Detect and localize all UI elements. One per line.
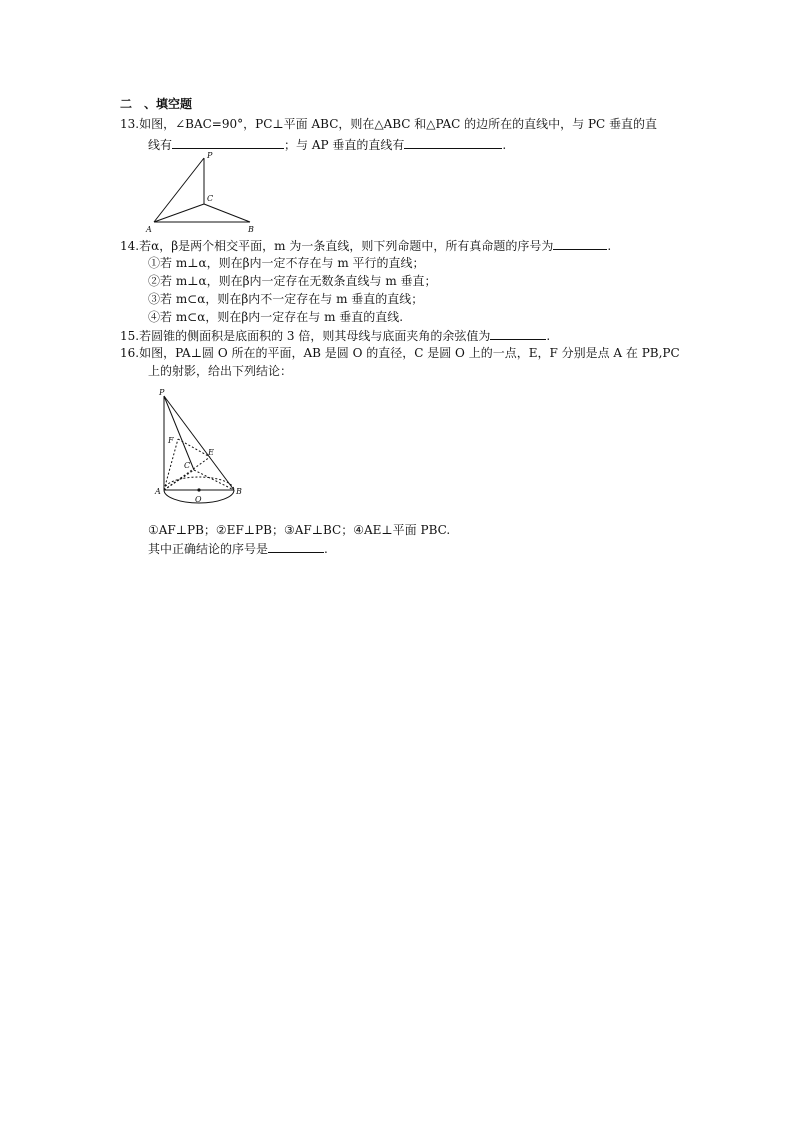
q14-option-1: ①若 m⊥α，则在β内一定不存在与 m 平行的直线； xyxy=(148,256,425,270)
q15-answer-blank[interactable] xyxy=(490,327,546,340)
q16-center-point xyxy=(197,488,200,491)
q13-edge-PA xyxy=(154,158,204,222)
q13-edge-CB xyxy=(204,204,250,222)
q15-line xyxy=(120,327,550,344)
q16-edge-PC xyxy=(164,396,194,470)
q14-stem-end: . xyxy=(607,239,612,253)
q13-figure xyxy=(140,148,270,236)
q16-ask-end: . xyxy=(324,542,328,556)
q16-edge-AF xyxy=(164,439,178,490)
q16-figure xyxy=(150,384,250,510)
q13-text-b: ；与 AP 垂直的直线有 xyxy=(284,138,405,152)
q16-ask xyxy=(148,540,328,557)
q13-line1: 13.如图，∠BAC=90°，PC⊥平面 ABC，则在△ABC 和△PAC 的边所在的直线中，与 PC 垂直的直 xyxy=(120,117,658,131)
q15-end: . xyxy=(546,329,551,343)
q16-label-C: C xyxy=(184,461,191,470)
q14-answer-blank[interactable] xyxy=(553,237,607,250)
q13-label-B: B xyxy=(248,225,254,234)
section-title: 二 、填空题 xyxy=(120,97,193,111)
q14-stem-text: 14.若α，β是两个相交平面，m 为一条直线，则下列命题中，所有真命题的序号为 xyxy=(120,239,554,253)
q15-text: 15.若圆锥的侧面积是底面积的 3 倍，则其母线与底面夹角的余弦值为 xyxy=(120,329,491,343)
q14-stem xyxy=(120,237,611,254)
q13-text-a: 线有 xyxy=(148,138,173,152)
q16-ask-text: 其中正确结论的序号是 xyxy=(148,542,269,556)
q16-edge-PB xyxy=(164,396,234,490)
q16-label-A: A xyxy=(155,487,161,496)
q13-label-P: P xyxy=(207,151,213,160)
q13-answer-blank-2[interactable] xyxy=(404,136,502,149)
q16-answer-blank[interactable] xyxy=(268,540,324,553)
q13-label-A: A xyxy=(146,225,152,234)
q16-label-F: F xyxy=(168,436,174,445)
q13-text-c: . xyxy=(502,138,507,152)
q16-edge-CB xyxy=(194,470,234,490)
q13-label-C: C xyxy=(207,194,214,203)
q14-option-2: ②若 m⊥α，则在β内一定存在无数条直线与 m 垂直； xyxy=(148,274,437,288)
q14-option-4: ④若 m⊂α，则在β内一定存在与 m 垂直的直线. xyxy=(148,310,404,324)
q16-conclusions: ①AF⊥PB；②EF⊥PB；③AF⊥BC；④AE⊥平面 PBC. xyxy=(148,523,451,537)
q16-line1: 16.如图，PA⊥圆 O 所在的平面，AB 是圆 O 的直径，C 是圆 O 上的一点，E，F 分别是点 A 在 PB,PC xyxy=(120,346,680,360)
q14-option-3: ③若 m⊂α，则在β内不一定存在与 m 垂直的直线； xyxy=(148,292,424,306)
q16-label-P: P xyxy=(159,388,165,397)
q16-label-O: O xyxy=(195,495,202,504)
q16-label-B: B xyxy=(236,487,242,496)
q16-label-E: E xyxy=(208,448,214,457)
q16-edge-EF xyxy=(178,439,210,457)
q16-line2: 上的射影，给出下列结论： xyxy=(148,364,293,378)
